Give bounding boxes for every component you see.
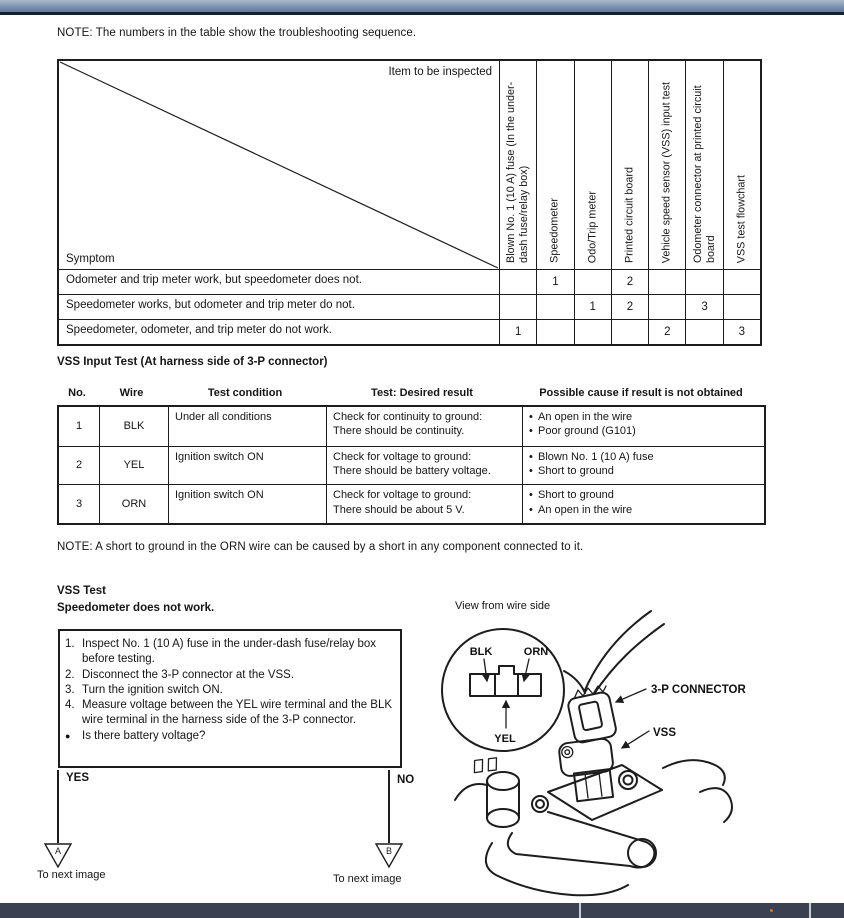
matrix-value-cell bbox=[723, 269, 760, 294]
matrix-value-cell bbox=[611, 319, 648, 344]
note-orn-short: NOTE: A short to ground in the ORN wire can be caused by a short in any component connected to it. bbox=[57, 541, 584, 553]
flow-line-no bbox=[388, 770, 390, 843]
connector-label-arrow bbox=[616, 689, 646, 702]
cell-wire: YEL bbox=[99, 446, 168, 485]
vss-input-test-table bbox=[57, 405, 766, 525]
matrix-value-cell bbox=[685, 269, 722, 294]
vss-input-test-title: VSS Input Test (At harness side of 3-P connector) bbox=[57, 356, 328, 368]
magnifier-leader-line bbox=[564, 671, 585, 693]
cell-causes: • Blown No. 1 (10 A) fuse • Short to ground bbox=[522, 446, 764, 485]
window-top-bar bbox=[0, 0, 844, 15]
question-row bbox=[65, 729, 393, 744]
to-next-image-caption-b: To next image bbox=[333, 873, 402, 885]
vss-test-subtitle: Speedometer does not work. bbox=[57, 601, 215, 614]
cell-wire: ORN bbox=[99, 484, 168, 523]
connector-pinout-icon bbox=[470, 666, 541, 696]
connector-triangle-a bbox=[44, 843, 72, 869]
diagonal-divider-line bbox=[59, 61, 499, 269]
matrix-value-cell: 2 bbox=[648, 319, 685, 344]
header-no: No. bbox=[68, 387, 86, 399]
cell-causes: • Short to ground • An open in the wire bbox=[522, 484, 764, 523]
question-text: Is there battery voltage? bbox=[82, 729, 206, 742]
matrix-value-cell bbox=[723, 294, 760, 319]
cell-wire: BLK bbox=[99, 407, 168, 446]
header-wire: Wire bbox=[119, 387, 144, 399]
matrix-column-header: Speedometer bbox=[536, 61, 573, 269]
matrix-column-header: Blown No. 1 (10 A) fuse (In the under-dash fuse/relay box) bbox=[499, 61, 536, 269]
cell-condition: Under all conditions bbox=[168, 407, 326, 446]
no-label: NO bbox=[397, 774, 415, 786]
matrix-value-cell: 3 bbox=[685, 294, 722, 319]
matrix-value-cell: 2 bbox=[611, 269, 648, 294]
yes-label: YES bbox=[66, 772, 90, 784]
matrix-column-header: Vehicle speed sensor (VSS) input test bbox=[648, 61, 685, 269]
step-1: 1. Inspect No. 1 (10 A) fuse in the under-dash fuse/relay box before testing. bbox=[65, 638, 377, 666]
matrix-symptom-cell: Speedometer works, but odometer and trip meter do not. bbox=[59, 294, 499, 319]
matrix-value-cell bbox=[574, 269, 611, 294]
svg-text:B: B bbox=[385, 846, 393, 856]
matrix-value-cell: 1 bbox=[574, 294, 611, 319]
transmission-housing-drawing bbox=[455, 760, 732, 895]
cell-no: 1 bbox=[75, 420, 83, 433]
step-2: 2. Disconnect the 3-P connector at the VSS. bbox=[65, 668, 295, 681]
matrix-value-cell bbox=[685, 319, 722, 344]
vss-test-instruction-box bbox=[58, 629, 402, 768]
wire-1 bbox=[585, 611, 651, 690]
matrix-value-cell bbox=[499, 269, 536, 294]
orn-arrow bbox=[524, 659, 529, 681]
cell-result: Check for voltage to ground: There should be about 5 V. bbox=[326, 484, 522, 523]
matrix-corner-item-label: Item to be inspected bbox=[388, 66, 492, 78]
matrix-value-cell: 1 bbox=[499, 319, 536, 344]
cell-condition: Ignition switch ON bbox=[168, 446, 326, 485]
connector-label: 3-P CONNECTOR bbox=[651, 684, 746, 696]
step-4: 4. Measure voltage between the YEL wire terminal and the BLK wire terminal in the harness side of the 3-P connector. bbox=[65, 699, 393, 727]
vss-input-test-header-row bbox=[57, 387, 762, 399]
bottom-bar-indicator-dot bbox=[770, 909, 773, 912]
bottom-bar-divider bbox=[579, 903, 581, 918]
cell-causes: • An open in the wire • Poor ground (G101) bbox=[522, 407, 764, 446]
matrix-symptom-cell: Odometer and trip meter work, but speedometer does not. bbox=[59, 269, 499, 294]
matrix-value-cell bbox=[574, 319, 611, 344]
vss-test-title: VSS Test bbox=[57, 585, 106, 597]
bottom-bar-divider bbox=[809, 903, 811, 918]
cell-result: Check for voltage to ground: There should be battery voltage. bbox=[326, 446, 522, 485]
matrix-value-cell: 3 bbox=[723, 319, 760, 344]
window-bottom-bar bbox=[0, 903, 844, 918]
cell-result: Check for continuity to ground: There should be continuity. bbox=[326, 407, 522, 446]
vss-label: VSS bbox=[653, 727, 677, 739]
cell-no: 2 bbox=[59, 446, 99, 485]
cell-no: 3 bbox=[59, 484, 99, 523]
troubleshooting-matrix-table bbox=[57, 59, 762, 346]
connector-triangle-b bbox=[375, 843, 403, 869]
matrix-column-header: VSS test flowchart bbox=[723, 61, 760, 269]
vss-connector-diagram bbox=[440, 595, 844, 900]
cell-condition: Ignition switch ON bbox=[168, 484, 326, 523]
flow-line-yes bbox=[57, 770, 59, 843]
pin-label-blk: BLK bbox=[469, 646, 493, 658]
matrix-corner-symptom-label: Symptom bbox=[66, 253, 115, 265]
pin-label-orn: ORN bbox=[523, 646, 549, 658]
matrix-value-cell bbox=[648, 294, 685, 319]
matrix-symptom-cell: Speedometer, odometer, and trip meter do not work. bbox=[59, 319, 499, 344]
note-troubleshooting-sequence: NOTE: The numbers in the table show the troubleshooting sequence. bbox=[57, 27, 417, 39]
vss-test-heading bbox=[57, 583, 214, 616]
matrix-column-header: Odo/Trip meter bbox=[574, 61, 611, 269]
vss-label-arrow bbox=[622, 731, 649, 748]
matrix-column-header: Odometer connector at printed circuit board bbox=[685, 61, 722, 269]
3p-connector-drawing bbox=[567, 611, 664, 744]
matrix-corner-cell bbox=[59, 61, 499, 269]
matrix-value-cell bbox=[536, 294, 573, 319]
bullet-icon: ● bbox=[65, 730, 71, 741]
matrix-value-cell bbox=[648, 269, 685, 294]
step-3: 3. Turn the ignition switch ON. bbox=[65, 683, 223, 696]
to-next-image-caption-a: To next image bbox=[37, 869, 106, 881]
header-possible-cause: Possible cause if result is not obtained bbox=[539, 387, 743, 399]
matrix-value-cell: 1 bbox=[536, 269, 573, 294]
matrix-value-cell: 2 bbox=[611, 294, 648, 319]
diagram-caption: View from wire side bbox=[455, 600, 551, 612]
pin-label-yel: YEL bbox=[494, 733, 516, 745]
matrix-value-cell bbox=[536, 319, 573, 344]
svg-text:A: A bbox=[54, 846, 62, 856]
header-test-condition: Test condition bbox=[207, 387, 283, 399]
blk-arrow bbox=[484, 659, 487, 681]
header-desired-result: Test: Desired result bbox=[371, 387, 473, 399]
matrix-value-cell bbox=[499, 294, 536, 319]
matrix-column-header: Printed circuit board bbox=[611, 61, 648, 269]
